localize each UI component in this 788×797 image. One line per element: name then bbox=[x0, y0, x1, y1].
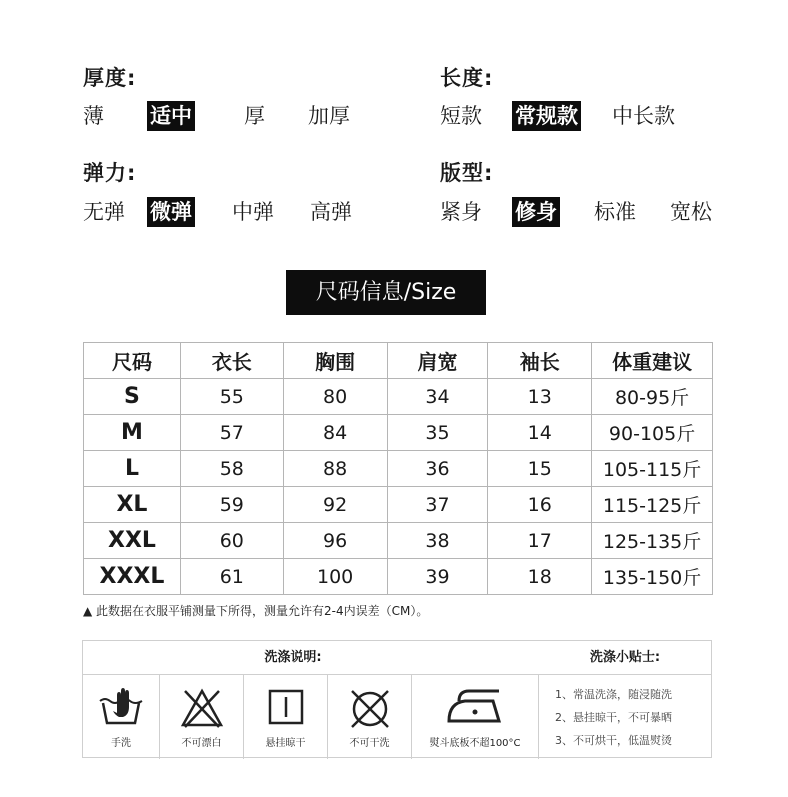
shoulder-cell: 36 bbox=[387, 451, 488, 487]
thickness-option-thin[interactable]: 薄 bbox=[83, 104, 104, 128]
thickness-option-medium[interactable]: 适中 bbox=[147, 101, 195, 131]
thickness-option-thick[interactable]: 厚 bbox=[244, 104, 265, 128]
shoulder-cell: 38 bbox=[387, 523, 488, 559]
length-option-regular[interactable]: 常规款 bbox=[512, 101, 581, 131]
sleeve-cell: 16 bbox=[488, 487, 592, 523]
care-tip: 3、不可烘干，低温熨烫 bbox=[555, 734, 672, 747]
fit-option-loose[interactable]: 宽松 bbox=[670, 200, 712, 224]
length-cell: 60 bbox=[180, 523, 283, 559]
chest-cell: 96 bbox=[283, 523, 387, 559]
size-cell: M bbox=[84, 415, 181, 451]
care-item-label: 熨斗底板不超100°C bbox=[429, 738, 521, 749]
thickness-title: 厚度: bbox=[83, 66, 137, 90]
length-cell: 58 bbox=[180, 451, 283, 487]
weight-cell: 105-115斤 bbox=[592, 451, 713, 487]
header-weight: 体重建议 bbox=[592, 343, 713, 379]
sleeve-cell: 14 bbox=[488, 415, 592, 451]
sleeve-cell: 17 bbox=[488, 523, 592, 559]
size-cell: XL bbox=[84, 487, 181, 523]
care-tips-list bbox=[539, 674, 711, 759]
elasticity-title: 弹力: bbox=[83, 161, 137, 185]
length-cell: 59 bbox=[180, 487, 283, 523]
care-title: 洗涤说明: bbox=[264, 650, 322, 665]
care-tip: 1、常温洗涤，随浸随洗 bbox=[555, 688, 672, 701]
length-cell: 55 bbox=[180, 379, 283, 415]
hang-dry-icon bbox=[266, 687, 306, 727]
elasticity-option-high[interactable]: 高弹 bbox=[310, 200, 352, 224]
care-tips-title: 洗涤小贴士: bbox=[589, 650, 661, 665]
weight-cell: 135-150斤 bbox=[592, 559, 713, 595]
chest-cell: 92 bbox=[283, 487, 387, 523]
care-item-no-dry-clean bbox=[328, 674, 412, 759]
header-length: 衣长 bbox=[180, 343, 283, 379]
fit-option-slim[interactable]: 修身 bbox=[512, 197, 560, 227]
chest-cell: 80 bbox=[283, 379, 387, 415]
fit-title: 版型: bbox=[440, 161, 494, 185]
care-item-label: 不可漂白 bbox=[181, 738, 222, 749]
thickness-option-extra-thick[interactable]: 加厚 bbox=[308, 104, 350, 128]
size-cell: XXXL bbox=[84, 559, 181, 595]
fit-option-tight[interactable]: 紧身 bbox=[440, 200, 482, 224]
no-bleach-icon bbox=[179, 687, 225, 729]
size-table bbox=[83, 342, 713, 595]
length-option-short[interactable]: 短款 bbox=[440, 104, 482, 128]
sleeve-cell: 18 bbox=[488, 559, 592, 595]
chest-cell: 84 bbox=[283, 415, 387, 451]
length-cell: 57 bbox=[180, 415, 283, 451]
shoulder-cell: 37 bbox=[387, 487, 488, 523]
measurement-note: ▲ 此数据在衣服平铺测量下所得，测量允许有2-4内误差（CM）。 bbox=[83, 604, 429, 618]
elasticity-option-slight[interactable]: 微弹 bbox=[147, 197, 195, 227]
care-item-label: 悬挂晾干 bbox=[265, 738, 306, 749]
size-cell: L bbox=[84, 451, 181, 487]
iron-icon bbox=[445, 687, 505, 725]
table-row bbox=[84, 487, 713, 523]
care-item-label: 不可干洗 bbox=[349, 738, 390, 749]
chest-cell: 100 bbox=[283, 559, 387, 595]
care-item-hang-dry bbox=[244, 674, 328, 759]
table-row bbox=[84, 559, 713, 595]
care-item-iron bbox=[412, 674, 539, 759]
care-tip: 2、悬挂晾干，不可暴晒 bbox=[555, 711, 672, 724]
chest-cell: 88 bbox=[283, 451, 387, 487]
table-row bbox=[84, 451, 713, 487]
weight-cell: 125-135斤 bbox=[592, 523, 713, 559]
care-item-label: 手洗 bbox=[111, 738, 131, 749]
header-size: 尺码 bbox=[84, 343, 181, 379]
weight-cell: 90-105斤 bbox=[592, 415, 713, 451]
care-item-hand-wash bbox=[83, 674, 160, 759]
care-section bbox=[82, 640, 712, 758]
sleeve-cell: 15 bbox=[488, 451, 592, 487]
sleeve-cell: 13 bbox=[488, 379, 592, 415]
size-section-title: 尺码信息/Size bbox=[286, 270, 486, 315]
size-cell: XXL bbox=[84, 523, 181, 559]
length-title: 长度: bbox=[440, 66, 494, 90]
shoulder-cell: 35 bbox=[387, 415, 488, 451]
size-cell: S bbox=[84, 379, 181, 415]
header-chest: 胸围 bbox=[283, 343, 387, 379]
no-dry-clean-icon bbox=[347, 687, 393, 731]
shoulder-cell: 39 bbox=[387, 559, 488, 595]
table-row bbox=[84, 379, 713, 415]
length-option-mid-long[interactable]: 中长款 bbox=[612, 104, 675, 128]
elasticity-option-medium[interactable]: 中弹 bbox=[232, 200, 274, 224]
header-sleeve: 袖长 bbox=[488, 343, 592, 379]
shoulder-cell: 34 bbox=[387, 379, 488, 415]
header-shoulder: 肩宽 bbox=[387, 343, 488, 379]
weight-cell: 80-95斤 bbox=[592, 379, 713, 415]
weight-cell: 115-125斤 bbox=[592, 487, 713, 523]
fit-option-standard[interactable]: 标准 bbox=[594, 200, 636, 224]
elasticity-option-none[interactable]: 无弹 bbox=[83, 200, 125, 224]
table-row bbox=[84, 523, 713, 559]
size-table-header-row bbox=[84, 343, 713, 379]
hand-wash-icon bbox=[97, 687, 145, 727]
length-cell: 61 bbox=[180, 559, 283, 595]
care-item-no-bleach bbox=[160, 674, 244, 759]
table-row bbox=[84, 415, 713, 451]
